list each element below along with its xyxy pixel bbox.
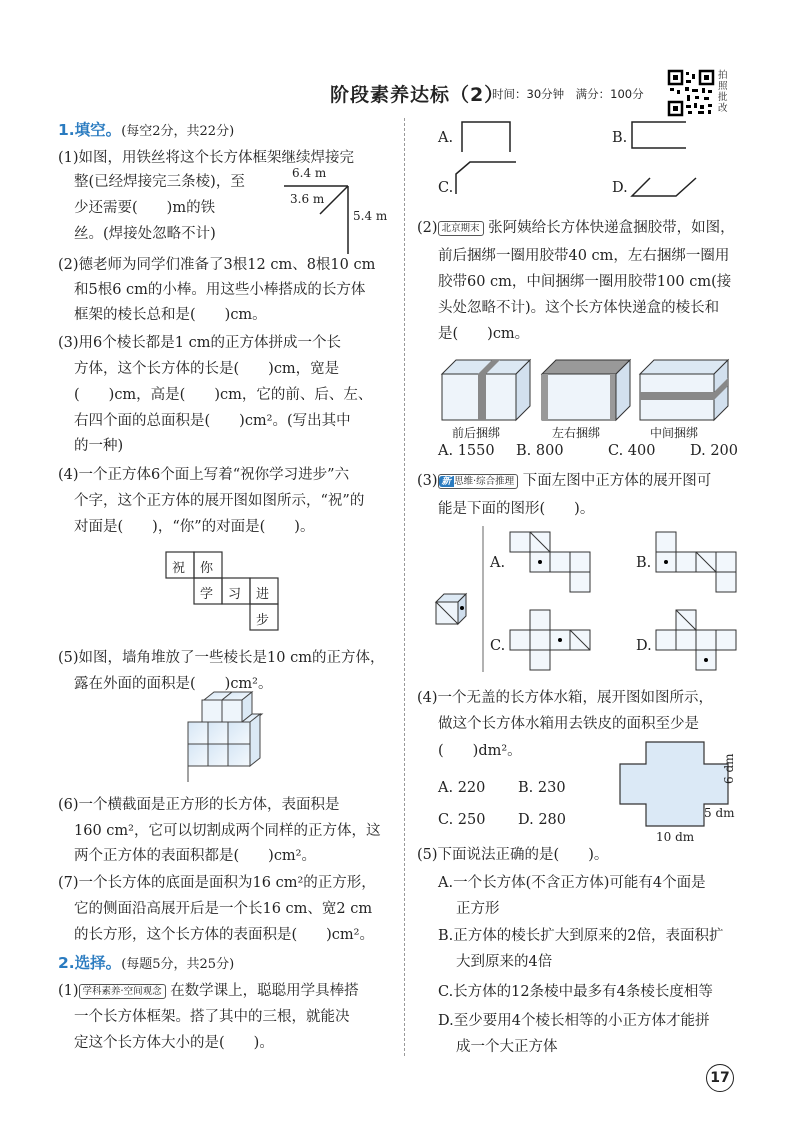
q2-1-figure-c bbox=[454, 160, 520, 196]
q1-5-stacked-cubes bbox=[186, 692, 276, 784]
q1-1-line-3: 少还需要( )m的铁 bbox=[74, 200, 216, 216]
q2-3-net-d bbox=[656, 608, 756, 672]
q1-2-line-1: (2)德老师为同学们准备了3根12 cm、8根10 cm bbox=[58, 257, 376, 273]
section-2-note: (每题5分，共25分) bbox=[121, 957, 235, 972]
q2-3-line-2: 能是下面的图形( )。 bbox=[438, 501, 595, 517]
q1-6-line-3: 两个正方体的表面积都是( )cm²。 bbox=[74, 848, 316, 864]
q2-2-option-c[interactable]: C. 400 bbox=[608, 443, 656, 459]
q2-5-option-c[interactable]: C.长方体的12条棱中最多有4条棱长度相等 bbox=[438, 984, 713, 1000]
net-cell-xi: 习 bbox=[228, 587, 242, 602]
q2-3-net-a bbox=[510, 530, 610, 594]
q2-1-figure-d bbox=[630, 176, 700, 200]
q2-3-line-1 bbox=[417, 471, 711, 491]
q2-2-line-1 bbox=[417, 218, 735, 238]
q2-1-tag: 学科素养·空间观念 bbox=[79, 984, 166, 999]
q1-3-line-5: 的一种) bbox=[74, 438, 124, 454]
q1-1-label-height: 5.4 m bbox=[353, 209, 388, 223]
q2-4-label-6dm: 6 dm bbox=[722, 753, 736, 784]
q2-3-divider bbox=[482, 526, 484, 672]
q2-5-option-b-line-1[interactable]: B.正方体的棱长扩大到原来的2倍，表面积扩 bbox=[438, 928, 724, 944]
q2-4-option-c[interactable]: C. 250 bbox=[438, 812, 486, 828]
q2-1-figure-a bbox=[460, 120, 520, 154]
q1-4-line-1: (4)一个正方体6个面上写着“祝你学习进步”六 bbox=[58, 467, 350, 483]
q2-2-tag: 北京期末 bbox=[438, 221, 484, 236]
q2-1-line-3: 定这个长方体大小的是( )。 bbox=[74, 1035, 274, 1051]
section-2-title: 2.选择。 bbox=[58, 954, 122, 972]
q1-3-line-1: (3)用6个棱长都是1 cm的正方体拼成一个长 bbox=[58, 335, 341, 351]
q2-3-tag-text: 思维·综合推理 bbox=[454, 475, 515, 487]
q1-3-line-4: 右四个面的总面积是( )cm²。(写出其中 bbox=[74, 413, 351, 429]
q2-5-line-1: (5)下面说法正确的是( )。 bbox=[417, 847, 609, 863]
q1-7-line-1: (7)一个长方体的底面是面积为16 cm²的正方形， bbox=[58, 875, 376, 891]
q2-2-line-5: 是( )cm。 bbox=[438, 326, 530, 342]
q2-3-net-c bbox=[510, 608, 610, 672]
q2-5-option-d-line-2: 成一个大正方体 bbox=[456, 1039, 558, 1055]
q1-7-line-3: 的长方形，这个长方体的表面积是( )cm²。 bbox=[74, 927, 374, 943]
q1-5-line-2: 露在外面的面积是( )cm²。 bbox=[74, 676, 273, 692]
q2-5-option-a-line-1[interactable]: A.一个长方体(不含正方体)可能有4个面是 bbox=[438, 875, 706, 891]
q1-1-label-width: 3.6 m bbox=[290, 192, 325, 206]
q1-7-line-2: 它的侧面沿高展开后是一个长16 cm、宽2 cm bbox=[74, 901, 373, 917]
q2-2-line-3: 胶带60 cm，中间捆绑一圈用胶带100 cm(接 bbox=[438, 274, 732, 290]
q2-2-text-1: 张阿姨给长方体快递盒捆胶带，如图， bbox=[488, 220, 735, 236]
q2-1-text-1: 在数学课上，聪聪用学具棒搭 bbox=[170, 983, 359, 999]
q1-3-line-2: 方体，这个长方体的长是( )cm，宽是 bbox=[74, 361, 340, 377]
box-front-back-taped bbox=[440, 358, 532, 422]
q2-4-option-d[interactable]: D. 280 bbox=[518, 812, 567, 828]
q2-2-line-4: 头处忽略不计)。这个长方体快递盒的棱长和 bbox=[438, 300, 720, 316]
q2-1-option-a[interactable]: A. bbox=[438, 130, 454, 146]
q2-4-line-2: 做这个长方体水箱用去铁皮的面积至少是 bbox=[438, 716, 699, 732]
q2-3-option-b[interactable]: B. bbox=[636, 555, 652, 571]
caption-left-right: 左右捆绑 bbox=[552, 426, 601, 440]
q2-5-option-d-line-1[interactable]: D.至少要用4个棱长相等的小正方体才能拼 bbox=[438, 1013, 710, 1029]
q2-3-reference-cube bbox=[434, 592, 470, 628]
net-cell-zhu: 祝 bbox=[172, 561, 186, 576]
q1-6-line-1: (6)一个横截面是正方形的长方体，表面积是 bbox=[58, 797, 340, 813]
q2-3-tag-new: 新 bbox=[439, 476, 455, 487]
net-cell-jin: 进 bbox=[256, 587, 270, 602]
q1-1-label-length: 6.4 m bbox=[292, 166, 327, 180]
exam-meta: 时间：30分钟 满分：100分 bbox=[492, 87, 644, 101]
q2-4-option-a[interactable]: A. 220 bbox=[438, 780, 486, 796]
q1-4-line-2: 个字，这个正方体的展开图如图所示，“祝”的 bbox=[74, 493, 365, 509]
q2-2-prefix: (2) bbox=[417, 220, 438, 236]
section-2-heading bbox=[58, 953, 234, 975]
box-middle-taped bbox=[638, 358, 730, 422]
q1-1-line-1: (1)如图，用铁丝将这个长方体框架继续焊接完 bbox=[58, 150, 355, 166]
q2-3-net-b bbox=[656, 530, 756, 594]
section-1-note: (每空2分，共22分) bbox=[121, 124, 235, 139]
q1-1-line-2: 整(已经焊接完三条棱)，至 bbox=[74, 174, 245, 190]
section-1-heading bbox=[58, 120, 234, 142]
q2-4-line-3: ( )dm²。 bbox=[438, 743, 522, 759]
q2-5-option-a-line-2: 正方形 bbox=[456, 901, 500, 917]
q1-6-line-2: 160 cm²，它可以切割成两个同样的正方体，这 bbox=[74, 823, 381, 839]
q2-1-line-1 bbox=[58, 981, 359, 1001]
q2-4-label-5dm: 5 dm bbox=[704, 806, 735, 820]
q1-2-line-3: 框架的棱长总和是( )cm。 bbox=[74, 307, 267, 323]
q2-5-option-b-line-2: 大到原来的4倍 bbox=[456, 954, 553, 970]
q2-3-prefix: (3) bbox=[417, 473, 438, 489]
q2-2-line-2: 前后捆绑一圈用胶带40 cm，左右捆绑一圈用 bbox=[438, 248, 730, 264]
q2-2-option-a[interactable]: A. 1550 bbox=[438, 443, 495, 459]
net-cell-xue: 学 bbox=[200, 587, 214, 602]
q2-1-option-c[interactable]: C. bbox=[438, 180, 454, 196]
q2-1-prefix: (1) bbox=[58, 983, 79, 999]
q1-4-line-3: 对面是( )，“你”的对面是( )。 bbox=[74, 519, 315, 535]
caption-front-back: 前后捆绑 bbox=[452, 426, 501, 440]
q2-1-option-b[interactable]: B. bbox=[612, 130, 628, 146]
q2-3-option-d[interactable]: D. bbox=[636, 638, 652, 654]
qr-code-icon[interactable] bbox=[668, 70, 714, 116]
page-number: 17 bbox=[706, 1064, 734, 1092]
q2-4-line-1: (4)一个无盖的长方体水箱，展开图如图所示， bbox=[417, 690, 714, 706]
box-left-right-taped bbox=[540, 358, 632, 422]
qr-label: 拍照批改 bbox=[718, 70, 728, 114]
q1-2-line-2: 和5根6 cm的小棒。用这些小棒搭成的长方体 bbox=[74, 282, 366, 298]
q1-1-line-4: 丝。(焊接处忽略不计) bbox=[74, 226, 216, 242]
q2-3-option-c[interactable]: C. bbox=[490, 638, 506, 654]
q2-4-option-b[interactable]: B. 230 bbox=[518, 780, 566, 796]
q1-5-line-1: (5)如图，墙角堆放了一些棱长是10 cm的正方体， bbox=[58, 650, 385, 666]
q2-3-tag bbox=[438, 474, 519, 489]
q2-3-text-1: 下面左图中正方体的展开图可 bbox=[522, 473, 712, 489]
net-cell-ni: 你 bbox=[200, 561, 214, 576]
caption-middle: 中间捆绑 bbox=[650, 426, 699, 440]
column-divider bbox=[404, 118, 405, 1056]
q2-1-option-d[interactable]: D. bbox=[612, 180, 628, 196]
q2-2-option-d[interactable]: D. 200 bbox=[690, 443, 739, 459]
q2-1-line-2: 一个长方体框架。搭了其中的三根，就能决 bbox=[74, 1009, 350, 1025]
q1-3-line-3: ( )cm，高是( )cm，它的前、后、左、 bbox=[74, 387, 373, 403]
q2-4-label-10dm: 10 dm bbox=[656, 830, 695, 844]
net-cell-bu: 步 bbox=[256, 613, 270, 628]
page-title: 阶段素养达标（2） bbox=[330, 84, 505, 106]
q2-3-option-a[interactable]: A. bbox=[490, 555, 506, 571]
q2-2-option-b[interactable]: B. 800 bbox=[516, 443, 564, 459]
section-1-title: 1.填空。 bbox=[58, 121, 122, 139]
q2-1-figure-b bbox=[630, 120, 690, 154]
